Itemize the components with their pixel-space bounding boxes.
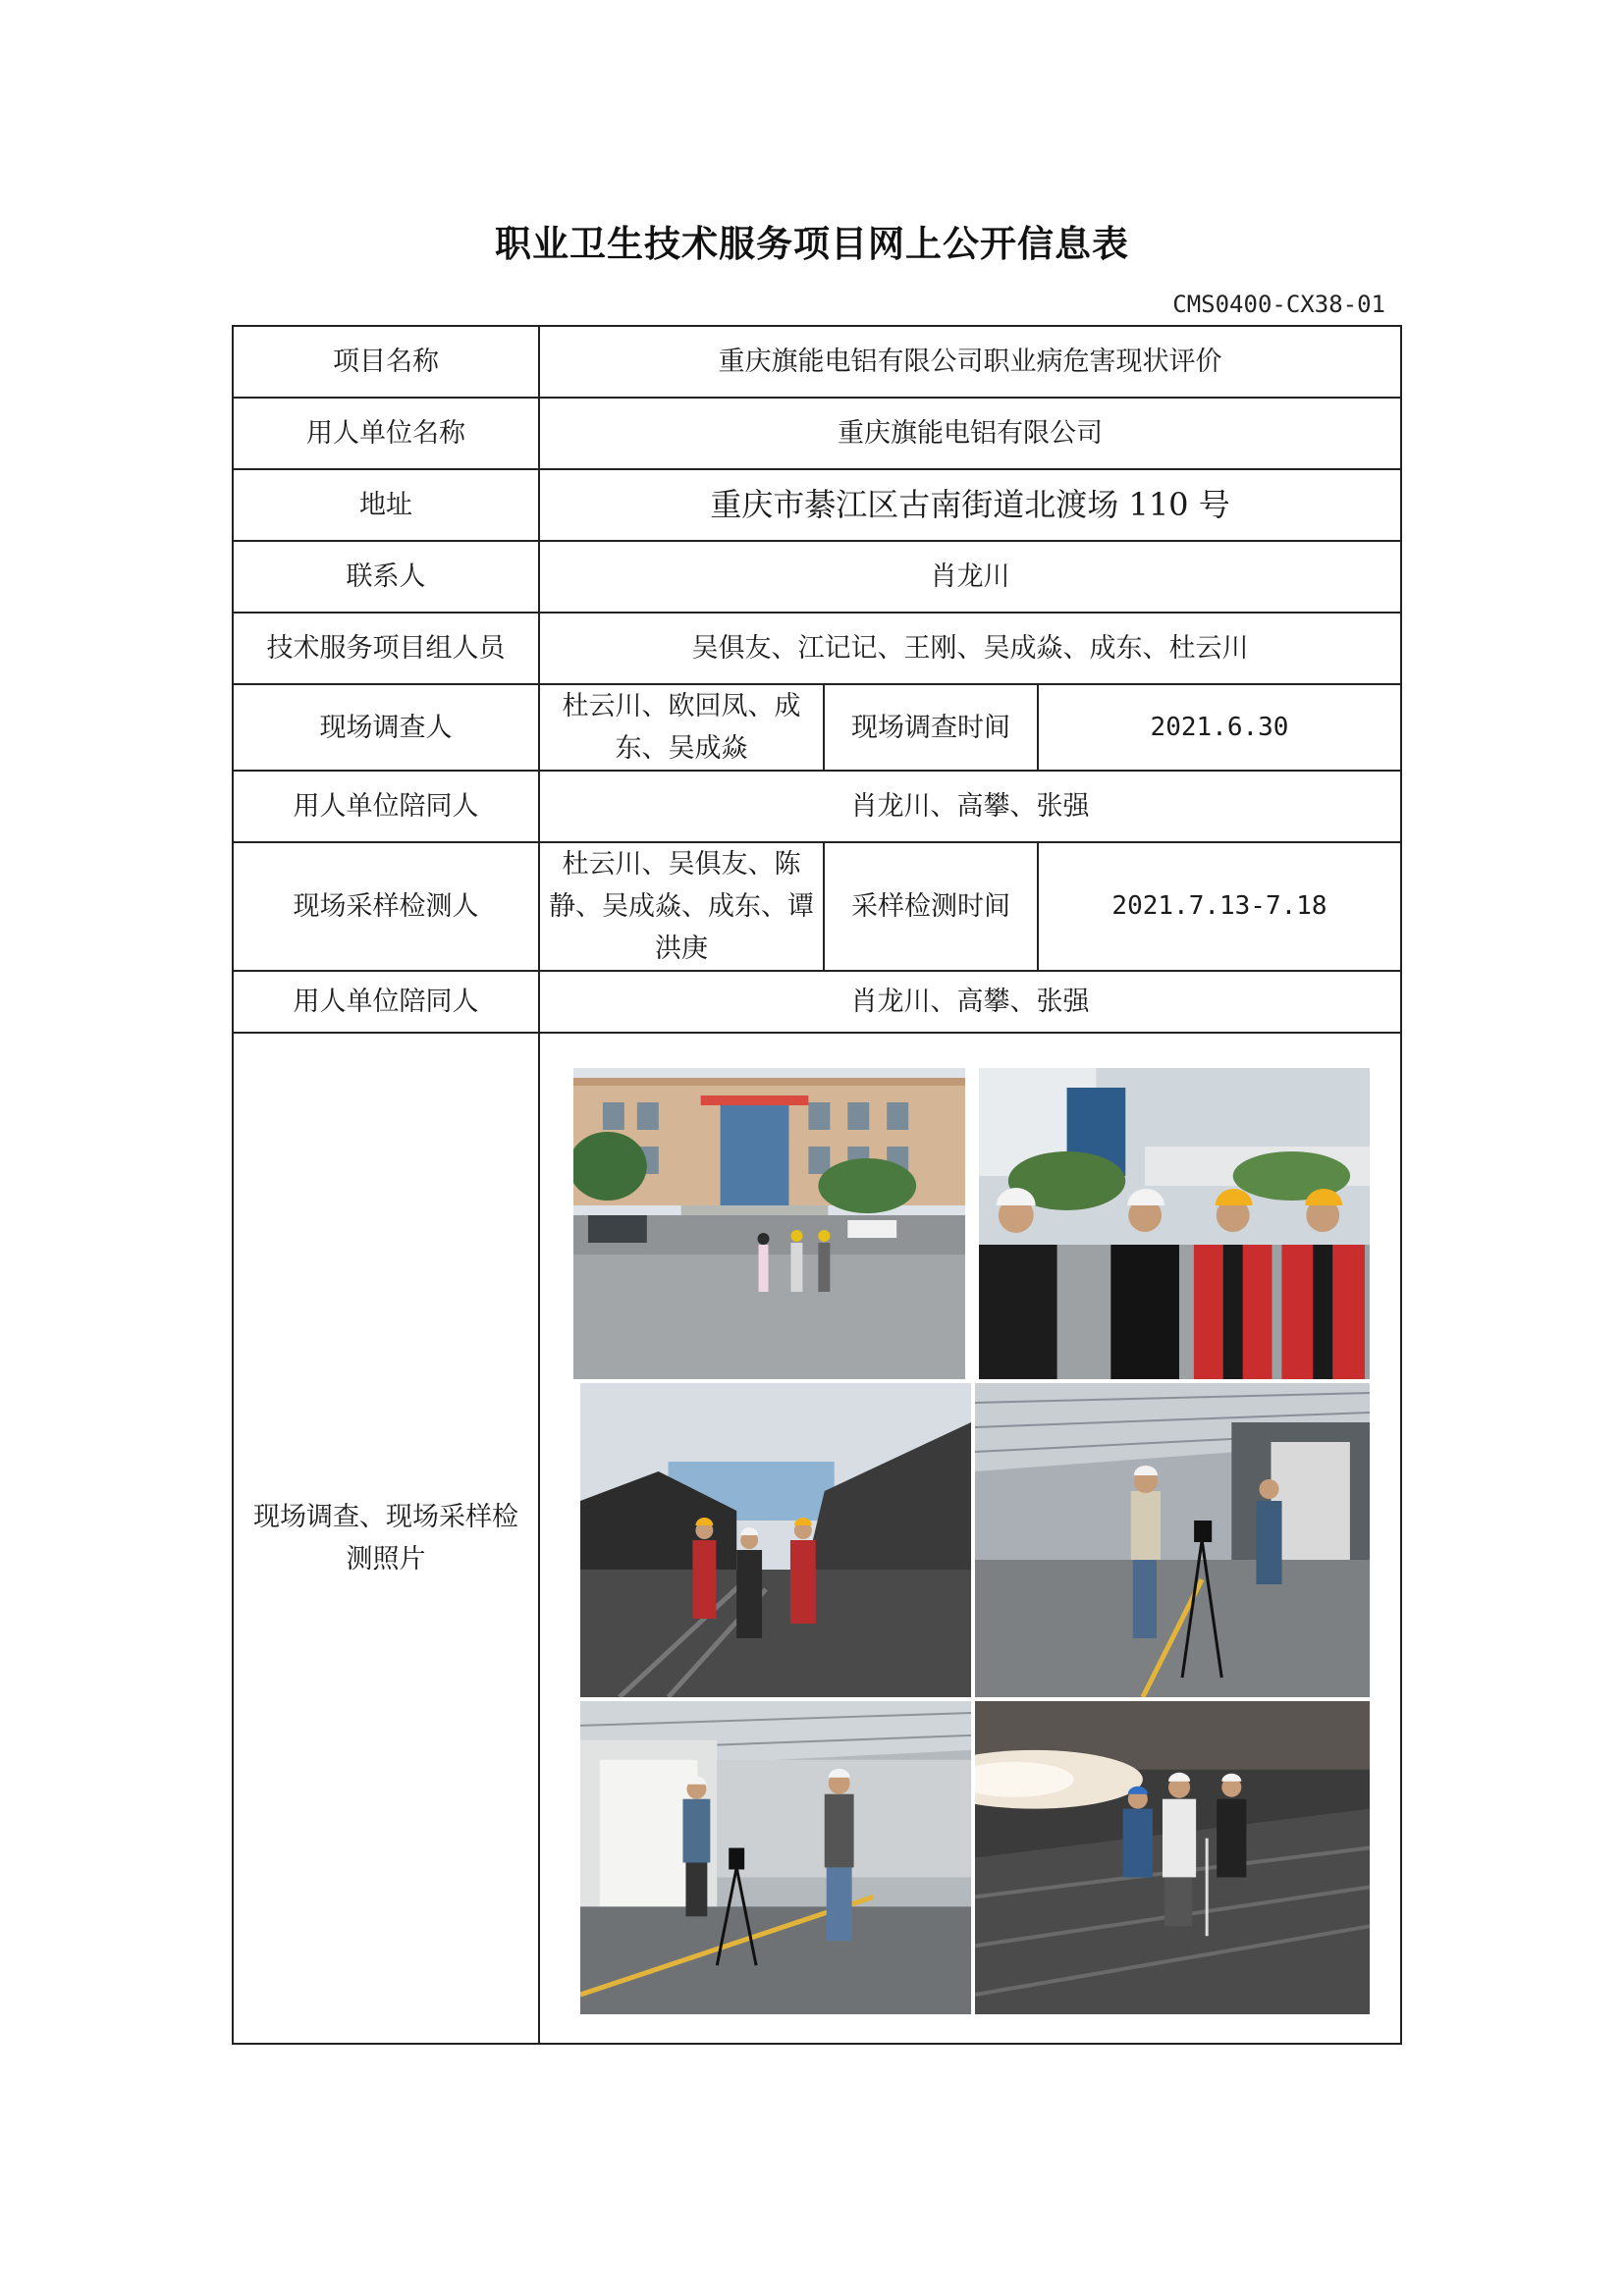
photos-cell — [539, 1033, 1401, 2044]
row-sampling-escort — [233, 971, 1401, 1033]
row-employer-name — [233, 398, 1401, 469]
sampling-time-label: 采样检测时间 — [824, 842, 1038, 971]
document-title: 职业卫生技术服务项目网上公开信息表 — [495, 223, 1129, 265]
row-survey-escort — [233, 771, 1401, 842]
photos-label: 现场调查、现场采样检测照片 — [233, 1033, 539, 2044]
survey-escort-value: 肖龙川、高攀、张强 — [539, 771, 1401, 842]
sampling-label: 现场采样检测人 — [233, 842, 539, 971]
address-label: 地址 — [233, 469, 539, 541]
survey-escort-label: 用人单位陪同人 — [233, 771, 539, 842]
contact-label: 联系人 — [233, 541, 539, 613]
site-photo — [975, 1383, 1370, 1697]
row-project-name — [233, 326, 1401, 398]
sampling-value: 杜云川、吴俱友、陈静、吴成焱、成东、谭洪庚 — [539, 842, 824, 971]
sampling-time-value: 2021.7.13-7.18 — [1038, 842, 1401, 971]
site-survey-time-value: 2021.6.30 — [1038, 684, 1401, 771]
site-survey-value: 杜云川、欧回凤、成东、吴成焱 — [539, 684, 824, 771]
site-photo — [979, 1068, 1370, 1379]
team-members-label: 技术服务项目组人员 — [233, 613, 539, 684]
employer-name-value: 重庆旗能电铝有限公司 — [539, 398, 1401, 469]
site-photo — [580, 1701, 971, 2014]
site-photo — [975, 1701, 1370, 2014]
row-address — [233, 469, 1401, 541]
sampling-escort-label: 用人单位陪同人 — [233, 971, 539, 1033]
row-site-survey — [233, 684, 1401, 771]
info-table — [232, 325, 1402, 2045]
address-value: 重庆市綦江区古南街道北渡场 110 号 — [539, 469, 1401, 541]
row-team-members — [233, 613, 1401, 684]
sampling-escort-value: 肖龙川、高攀、张强 — [539, 971, 1401, 1033]
project-name-value: 重庆旗能电铝有限公司职业病危害现状评价 — [539, 326, 1401, 398]
row-sampling — [233, 842, 1401, 971]
site-survey-time-label: 现场调查时间 — [824, 684, 1038, 771]
contact-value: 肖龙川 — [539, 541, 1401, 613]
site-photo — [573, 1068, 965, 1379]
row-photos — [233, 1033, 1401, 2044]
photo-grid — [540, 1034, 1400, 2043]
document-code: CMS0400-CX38-01 — [1172, 291, 1385, 318]
employer-name-label: 用人单位名称 — [233, 398, 539, 469]
site-survey-label: 现场调查人 — [233, 684, 539, 771]
project-name-label: 项目名称 — [233, 326, 539, 398]
team-members-value: 吴俱友、江记记、王刚、吴成焱、成东、杜云川 — [539, 613, 1401, 684]
site-photo — [580, 1383, 971, 1697]
row-contact — [233, 541, 1401, 613]
